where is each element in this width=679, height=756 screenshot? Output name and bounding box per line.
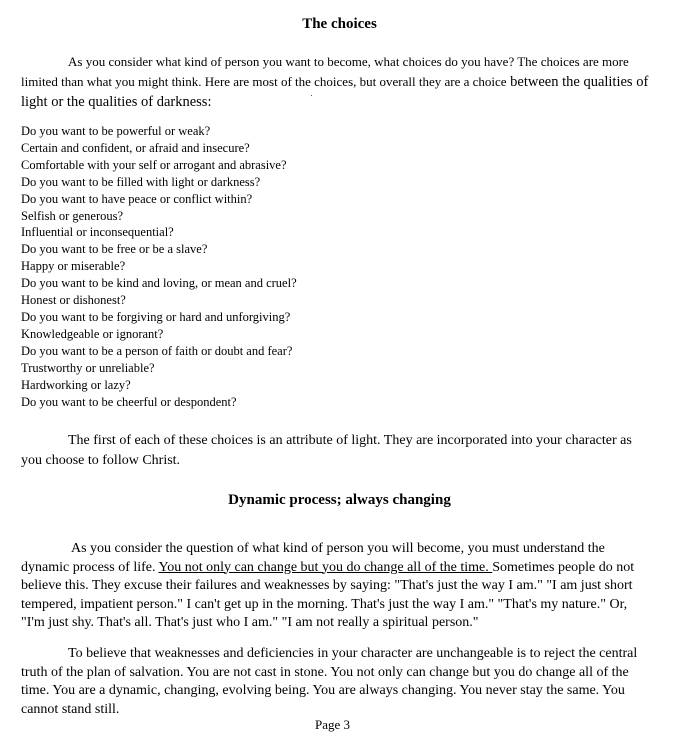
list-item: Do you want to be forgiving or hard and unforgiving? — [21, 309, 291, 324]
light-paragraph: The first of each of these choices is an attribute of light. They are incorporated into your character as you choose to follow Christ. — [21, 433, 632, 468]
list-item: Influential or inconsequential? — [21, 225, 174, 240]
dynamic-text-after: Sometimes people do not believe this. They excuse their failures and weaknesses by saying: "That's just the way I am." "I am just short tempered, impatient person." I can't get up in the morning. That's just the way I am." "That's my nature." Or, "I'm just shy. That's all. That's just who I am." "I am not really a spiritual person." — [21, 559, 635, 630]
list-item: Trustworthy or unreliable? — [21, 360, 155, 375]
intro-text-part2: between the qualities of light or the qualities of darkness: — [21, 74, 649, 110]
list-item: Do you want to be a person of faith or doubt and fear? — [21, 343, 293, 358]
underlined-statement: You not only can change but you do change all of the time. — [158, 559, 493, 575]
choices-list — [21, 123, 297, 410]
list-item: Certain and confident, or afraid and insecure? — [21, 140, 250, 155]
list-item: Do you want to be filled with light or darkness? — [21, 174, 261, 189]
list-item: Do you want to be powerful or weak? — [21, 124, 211, 138]
intro-paragraph — [21, 52, 651, 112]
page-title: The choices — [302, 16, 377, 32]
list-item: Honest or dishonest? — [21, 293, 126, 308]
list-item: Do you want to have peace or conflict within? — [21, 191, 253, 206]
list-item: Happy or miserable? — [21, 259, 126, 274]
stray-mark — [311, 95, 312, 96]
list-item: Hardworking or lazy? — [21, 377, 131, 392]
intro-text-part1: As you consider what kind of person you want to become, what choices do you have? The choices are more limited than what you might think. Here are most of the choices, but overall they are a choice — [21, 54, 629, 89]
believe-paragraph: To believe that weaknesses and deficiencies in your character are unchangeable is to reject the central truth of the plan of salvation. You are not cast in stone. You not only can change but you do change all of the time. You are a dynamic, changing, evolving being. You are always changing. You never stay the same. You cannot stand still. — [21, 646, 638, 717]
list-item: Do you want to be kind and loving, or mean and cruel? — [21, 276, 297, 291]
dynamic-text-before: As you consider the question of what kind of person you will become, you must understand the dynamic process of life. — [21, 541, 605, 575]
list-item: Selfish or generous? — [21, 208, 124, 223]
dynamic-paragraph — [21, 540, 651, 633]
list-item: Comfortable with your self or arrogant and abrasive? — [21, 157, 287, 172]
list-item: Do you want to be cheerful or despondent? — [21, 394, 237, 409]
list-item: Knowledgeable or ignorant? — [21, 326, 164, 341]
section-title: Dynamic process; always changing — [228, 492, 451, 508]
page-number: Page 3 — [314, 717, 351, 732]
list-item: Do you want to be free or be a slave? — [21, 242, 208, 257]
